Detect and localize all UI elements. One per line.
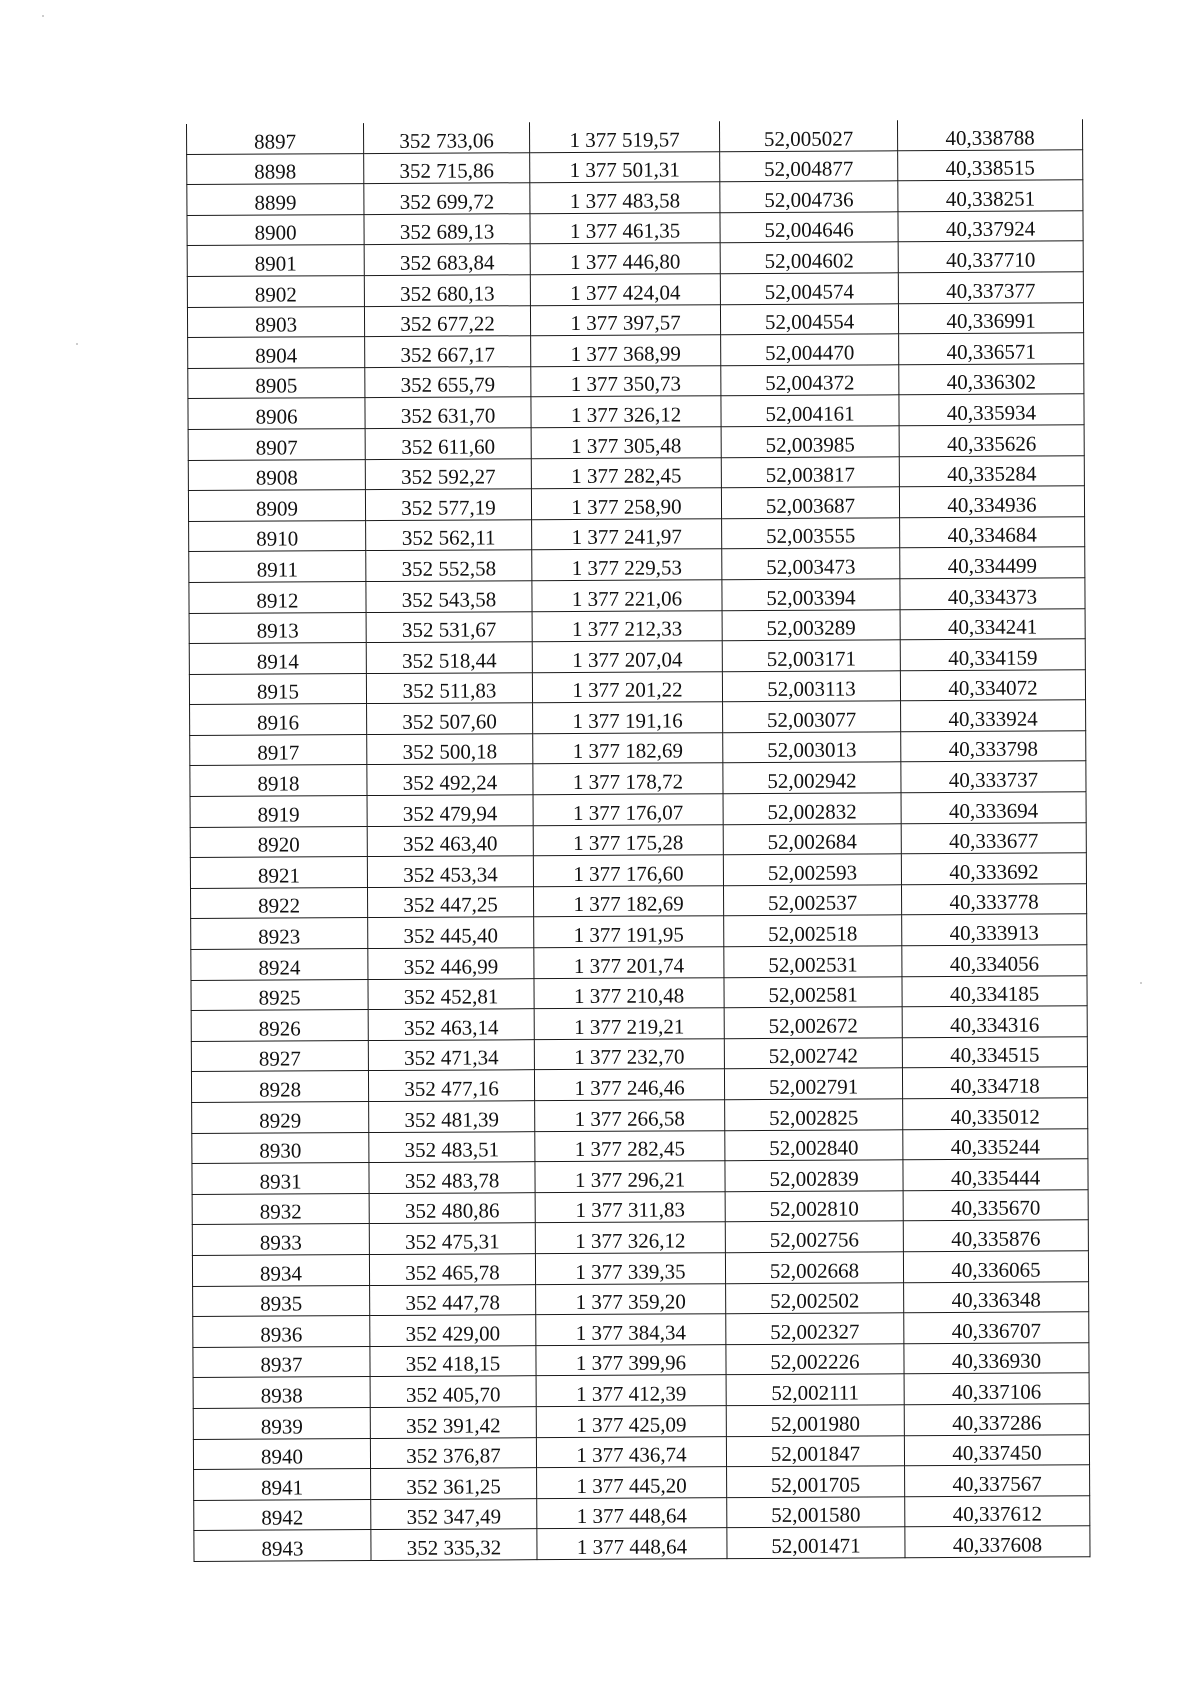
x-coordinate-cell: 352 611,60 [365, 428, 531, 459]
longitude-cell: 40,335444 [903, 1159, 1088, 1191]
point-number-cell: 8906 [188, 398, 365, 430]
table-row [189, 578, 1085, 613]
longitude-cell: 40,337612 [905, 1496, 1090, 1528]
table-row [190, 700, 1086, 735]
y-coordinate-cell: 1 377 229,53 [532, 549, 722, 581]
point-number-cell: 8904 [188, 337, 365, 369]
longitude-cell: 40,335670 [903, 1190, 1088, 1222]
table-row [192, 1159, 1088, 1194]
point-number-cell: 8942 [194, 1499, 371, 1531]
longitude-cell: 40,337924 [898, 211, 1083, 243]
x-coordinate-cell: 352 446,99 [368, 948, 534, 979]
latitude-cell: 52,002518 [724, 915, 902, 947]
latitude-cell: 52,002942 [723, 762, 901, 794]
longitude-cell: 40,337106 [904, 1373, 1089, 1405]
x-coordinate-cell: 352 475,31 [369, 1223, 535, 1254]
x-coordinate-cell: 352 631,70 [365, 397, 531, 428]
scan-speck [1140, 982, 1142, 984]
y-coordinate-cell: 1 377 339,35 [535, 1253, 725, 1285]
longitude-cell: 40,335934 [899, 394, 1084, 426]
y-coordinate-cell: 1 377 399,96 [536, 1344, 726, 1376]
longitude-cell: 40,335626 [899, 425, 1084, 457]
point-number-cell: 8932 [192, 1193, 369, 1225]
point-number-cell: 8938 [193, 1377, 370, 1409]
x-coordinate-cell: 352 477,16 [368, 1070, 534, 1101]
y-coordinate-cell: 1 377 384,34 [536, 1314, 726, 1346]
x-coordinate-cell: 352 655,79 [365, 366, 531, 397]
point-number-cell: 8943 [194, 1530, 371, 1562]
table-row [194, 1496, 1090, 1531]
y-coordinate-cell: 1 377 232,70 [534, 1039, 724, 1071]
y-coordinate-cell: 1 377 241,97 [532, 518, 722, 550]
x-coordinate-cell: 352 481,39 [369, 1101, 535, 1132]
table-row [187, 241, 1083, 276]
scan-speck [76, 343, 78, 345]
y-coordinate-cell: 1 377 446,80 [530, 243, 720, 275]
point-number-cell: 8934 [192, 1255, 369, 1287]
y-coordinate-cell: 1 377 519,57 [529, 121, 719, 152]
x-coordinate-cell: 352 347,49 [371, 1498, 537, 1529]
longitude-cell: 40,333694 [901, 792, 1086, 824]
y-coordinate-cell: 1 377 448,64 [537, 1497, 727, 1529]
longitude-cell: 40,334718 [902, 1067, 1087, 1099]
x-coordinate-cell: 352 445,40 [368, 917, 534, 948]
table-row [187, 180, 1083, 215]
table-row [188, 486, 1084, 521]
y-coordinate-cell: 1 377 311,83 [535, 1191, 725, 1223]
point-number-cell: 8935 [193, 1285, 370, 1317]
latitude-cell: 52,002668 [725, 1252, 903, 1284]
table-row [190, 822, 1086, 857]
point-number-cell: 8916 [190, 704, 367, 736]
longitude-cell: 40,337567 [905, 1465, 1090, 1497]
point-number-cell: 8930 [192, 1132, 369, 1164]
table-row [194, 1526, 1090, 1561]
point-number-cell: 8917 [190, 734, 367, 766]
table-row [189, 608, 1085, 643]
x-coordinate-cell: 352 418,15 [370, 1345, 536, 1376]
latitude-cell: 52,003394 [722, 579, 900, 611]
longitude-cell: 40,338515 [898, 149, 1083, 181]
table-row [191, 1006, 1087, 1041]
latitude-cell: 52,004602 [720, 242, 898, 274]
y-coordinate-cell: 1 377 425,09 [536, 1406, 726, 1438]
latitude-cell: 52,003171 [722, 640, 900, 672]
longitude-cell: 40,335284 [899, 455, 1084, 487]
y-coordinate-cell: 1 377 178,72 [533, 763, 723, 795]
point-number-cell: 8922 [191, 887, 368, 919]
latitude-cell: 52,001847 [726, 1435, 904, 1467]
latitude-cell: 52,002581 [724, 976, 902, 1008]
point-number-cell: 8933 [192, 1224, 369, 1256]
y-coordinate-cell: 1 377 258,90 [531, 488, 721, 520]
latitude-cell: 52,003985 [721, 426, 899, 458]
x-coordinate-cell: 352 562,11 [366, 519, 532, 550]
y-coordinate-cell: 1 377 326,12 [535, 1222, 725, 1254]
y-coordinate-cell: 1 377 221,06 [532, 580, 722, 612]
y-coordinate-cell: 1 377 282,45 [531, 457, 721, 489]
point-number-cell: 8915 [189, 673, 366, 705]
point-number-cell: 8923 [191, 918, 368, 950]
point-number-cell: 8908 [188, 459, 365, 491]
y-coordinate-cell: 1 377 201,74 [534, 947, 724, 979]
point-number-cell: 8940 [193, 1438, 370, 1470]
table-row [191, 975, 1087, 1010]
y-coordinate-cell: 1 377 246,46 [534, 1069, 724, 1101]
y-coordinate-cell: 1 377 368,99 [531, 335, 721, 367]
longitude-cell: 40,335012 [903, 1098, 1088, 1130]
x-coordinate-cell: 352 689,13 [364, 213, 530, 244]
latitude-cell: 52,003473 [722, 548, 900, 580]
y-coordinate-cell: 1 377 266,58 [535, 1100, 725, 1132]
point-number-cell: 8929 [192, 1102, 369, 1134]
latitude-cell: 52,002226 [726, 1344, 904, 1376]
point-number-cell: 8927 [191, 1040, 368, 1072]
x-coordinate-cell: 352 471,34 [368, 1040, 534, 1071]
latitude-cell: 52,002593 [723, 854, 901, 886]
table-row [190, 731, 1086, 766]
coordinates-table [186, 119, 1091, 1562]
point-number-cell: 8921 [190, 857, 367, 889]
x-coordinate-cell: 352 500,18 [367, 734, 533, 765]
latitude-cell: 52,005027 [719, 120, 897, 151]
table-row [187, 119, 1083, 154]
longitude-cell: 40,336302 [899, 364, 1084, 396]
y-coordinate-cell: 1 377 397,57 [530, 304, 720, 336]
x-coordinate-cell: 352 453,34 [367, 856, 533, 887]
latitude-cell: 52,002839 [725, 1160, 903, 1192]
table-row [190, 853, 1086, 888]
y-coordinate-cell: 1 377 182,69 [533, 886, 723, 918]
x-coordinate-cell: 352 483,78 [369, 1162, 535, 1193]
table-row [193, 1312, 1089, 1347]
x-coordinate-cell: 352 699,72 [364, 183, 530, 214]
table-row [189, 669, 1085, 704]
y-coordinate-cell: 1 377 191,16 [533, 702, 723, 734]
y-coordinate-cell: 1 377 483,58 [530, 182, 720, 214]
longitude-cell: 40,333798 [901, 731, 1086, 763]
table-row [190, 792, 1086, 827]
table-row [194, 1465, 1090, 1500]
longitude-cell: 40,334241 [900, 608, 1085, 640]
table-row [193, 1434, 1089, 1469]
latitude-cell: 52,004372 [721, 365, 899, 397]
x-coordinate-cell: 352 680,13 [364, 275, 530, 306]
y-coordinate-cell: 1 377 461,35 [530, 212, 720, 244]
longitude-cell: 40,333737 [901, 761, 1086, 793]
x-coordinate-cell: 352 715,86 [364, 152, 530, 183]
point-number-cell: 8901 [187, 245, 364, 277]
y-coordinate-cell: 1 377 436,74 [536, 1436, 726, 1468]
x-coordinate-cell: 352 463,40 [367, 825, 533, 856]
y-coordinate-cell: 1 377 175,28 [533, 824, 723, 856]
x-coordinate-cell: 352 531,67 [366, 611, 532, 642]
latitude-cell: 52,004554 [720, 303, 898, 335]
scan-speck [42, 15, 44, 17]
table-row [192, 1098, 1088, 1133]
latitude-cell: 52,003555 [722, 517, 900, 549]
latitude-cell: 52,002684 [723, 823, 901, 855]
x-coordinate-cell: 352 376,87 [370, 1437, 536, 1468]
x-coordinate-cell: 352 667,17 [365, 336, 531, 367]
coordinates-table-body [187, 119, 1091, 1561]
y-coordinate-cell: 1 377 326,12 [531, 396, 721, 428]
table-row [193, 1343, 1089, 1378]
latitude-cell: 52,004877 [720, 150, 898, 182]
x-coordinate-cell: 352 511,83 [366, 672, 532, 703]
table-row [188, 394, 1084, 429]
latitude-cell: 52,002756 [725, 1221, 903, 1253]
longitude-cell: 40,333692 [901, 853, 1086, 885]
latitude-cell: 52,001580 [727, 1496, 905, 1528]
x-coordinate-cell: 352 507,60 [367, 703, 533, 734]
table-row [192, 1251, 1088, 1286]
longitude-cell: 40,334159 [900, 639, 1085, 671]
table-row [191, 914, 1087, 949]
point-number-cell: 8939 [193, 1407, 370, 1439]
longitude-cell: 40,334499 [900, 547, 1085, 579]
x-coordinate-cell: 352 543,58 [366, 581, 532, 612]
latitude-cell: 52,003817 [721, 456, 899, 488]
y-coordinate-cell: 1 377 176,07 [533, 794, 723, 826]
y-coordinate-cell: 1 377 207,04 [532, 641, 722, 673]
point-number-cell: 8918 [190, 765, 367, 797]
point-number-cell: 8907 [188, 429, 365, 461]
longitude-cell: 40,337710 [898, 241, 1083, 273]
point-number-cell: 8903 [187, 306, 364, 338]
latitude-cell: 52,002531 [724, 946, 902, 978]
point-number-cell: 8900 [187, 214, 364, 246]
x-coordinate-cell: 352 577,19 [365, 489, 531, 520]
latitude-cell: 52,002791 [724, 1068, 902, 1100]
latitude-cell: 52,003113 [722, 670, 900, 702]
longitude-cell: 40,334373 [900, 578, 1085, 610]
latitude-cell: 52,002327 [726, 1313, 904, 1345]
latitude-cell: 52,002537 [723, 885, 901, 917]
point-number-cell: 8897 [187, 123, 364, 154]
latitude-cell: 52,003077 [723, 701, 901, 733]
table-row [193, 1281, 1089, 1316]
latitude-cell: 52,002672 [724, 1007, 902, 1039]
x-coordinate-cell: 352 733,06 [363, 122, 529, 153]
y-coordinate-cell: 1 377 448,64 [537, 1528, 727, 1560]
longitude-cell: 40,334936 [899, 486, 1084, 518]
x-coordinate-cell: 352 405,70 [370, 1376, 536, 1407]
point-number-cell: 8909 [188, 490, 365, 522]
y-coordinate-cell: 1 377 282,45 [535, 1130, 725, 1162]
table-row [189, 547, 1085, 582]
latitude-cell: 52,002111 [726, 1374, 904, 1406]
y-coordinate-cell: 1 377 296,21 [535, 1161, 725, 1193]
longitude-cell: 40,336707 [904, 1312, 1089, 1344]
point-number-cell: 8899 [187, 184, 364, 216]
x-coordinate-cell: 352 361,25 [371, 1468, 537, 1499]
x-coordinate-cell: 352 465,78 [369, 1254, 535, 1285]
point-number-cell: 8941 [194, 1469, 371, 1501]
longitude-cell: 40,334515 [902, 1037, 1087, 1069]
latitude-cell: 52,002810 [725, 1191, 903, 1223]
longitude-cell: 40,337377 [898, 272, 1083, 304]
table-row [192, 1220, 1088, 1255]
longitude-cell: 40,333913 [902, 914, 1087, 946]
table-row [188, 455, 1084, 490]
latitude-cell: 52,002502 [726, 1282, 904, 1314]
longitude-cell: 40,337608 [905, 1526, 1090, 1558]
table-row [192, 1128, 1088, 1163]
longitude-cell: 40,334684 [900, 517, 1085, 549]
point-number-cell: 8931 [192, 1163, 369, 1195]
y-coordinate-cell: 1 377 412,39 [536, 1375, 726, 1407]
point-number-cell: 8926 [191, 1010, 368, 1042]
longitude-cell: 40,334072 [900, 669, 1085, 701]
x-coordinate-cell: 352 480,86 [369, 1192, 535, 1223]
longitude-cell: 40,336571 [899, 333, 1084, 365]
x-coordinate-cell: 352 391,42 [370, 1407, 536, 1438]
longitude-cell: 40,336065 [903, 1251, 1088, 1283]
longitude-cell: 40,336991 [898, 302, 1083, 334]
point-number-cell: 8924 [191, 949, 368, 981]
point-number-cell: 8914 [189, 643, 366, 675]
table-row [188, 425, 1084, 460]
table-row [190, 761, 1086, 796]
longitude-cell: 40,336348 [904, 1281, 1089, 1313]
table-row [191, 1037, 1087, 1072]
x-coordinate-cell: 352 552,58 [366, 550, 532, 581]
latitude-cell: 52,001980 [726, 1405, 904, 1437]
x-coordinate-cell: 352 335,32 [371, 1529, 537, 1560]
longitude-cell: 40,336930 [904, 1343, 1089, 1375]
longitude-cell: 40,333924 [901, 700, 1086, 732]
point-number-cell: 8902 [187, 276, 364, 308]
longitude-cell: 40,333677 [901, 822, 1086, 854]
x-coordinate-cell: 352 463,14 [368, 1009, 534, 1040]
y-coordinate-cell: 1 377 219,21 [534, 1008, 724, 1040]
table-row [189, 517, 1085, 552]
longitude-cell: 40,333778 [901, 884, 1086, 916]
table-row [187, 211, 1083, 246]
y-coordinate-cell: 1 377 182,69 [533, 733, 723, 765]
latitude-cell: 52,002742 [724, 1038, 902, 1070]
y-coordinate-cell: 1 377 212,33 [532, 610, 722, 642]
table-row [187, 149, 1083, 184]
point-number-cell: 8936 [193, 1316, 370, 1348]
point-number-cell: 8911 [189, 551, 366, 583]
point-number-cell: 8937 [193, 1346, 370, 1378]
y-coordinate-cell: 1 377 359,20 [536, 1283, 726, 1315]
point-number-cell: 8920 [190, 826, 367, 858]
latitude-cell: 52,004736 [720, 181, 898, 213]
x-coordinate-cell: 352 452,81 [368, 978, 534, 1009]
table-row [188, 333, 1084, 368]
x-coordinate-cell: 352 683,84 [364, 244, 530, 275]
latitude-cell: 52,002832 [723, 793, 901, 825]
point-number-cell: 8919 [190, 796, 367, 828]
longitude-cell: 40,334316 [902, 1006, 1087, 1038]
point-number-cell: 8913 [189, 612, 366, 644]
y-coordinate-cell: 1 377 350,73 [531, 365, 721, 397]
point-number-cell: 8910 [189, 520, 366, 552]
table-row [191, 884, 1087, 919]
latitude-cell: 52,004470 [721, 334, 899, 366]
table-row [193, 1404, 1089, 1439]
table-row [191, 1067, 1087, 1102]
x-coordinate-cell: 352 447,78 [370, 1284, 536, 1315]
y-coordinate-cell: 1 377 445,20 [537, 1467, 727, 1499]
y-coordinate-cell: 1 377 424,04 [530, 274, 720, 306]
latitude-cell: 52,004646 [720, 212, 898, 244]
y-coordinate-cell: 1 377 210,48 [534, 977, 724, 1009]
longitude-cell: 40,334056 [902, 945, 1087, 977]
longitude-cell: 40,334185 [902, 975, 1087, 1007]
x-coordinate-cell: 352 492,24 [367, 764, 533, 795]
x-coordinate-cell: 352 447,25 [367, 887, 533, 918]
y-coordinate-cell: 1 377 176,60 [533, 855, 723, 887]
table-row [189, 639, 1085, 674]
latitude-cell: 52,002825 [725, 1099, 903, 1131]
latitude-cell: 52,003687 [721, 487, 899, 519]
table-row [193, 1373, 1089, 1408]
x-coordinate-cell: 352 429,00 [370, 1315, 536, 1346]
longitude-cell: 40,337450 [904, 1434, 1089, 1466]
table-row [192, 1190, 1088, 1225]
point-number-cell: 8898 [187, 153, 364, 185]
x-coordinate-cell: 352 518,44 [366, 642, 532, 673]
longitude-cell: 40,338251 [898, 180, 1083, 212]
y-coordinate-cell: 1 377 191,95 [534, 916, 724, 948]
table-row [191, 945, 1087, 980]
longitude-cell: 40,337286 [904, 1404, 1089, 1436]
latitude-cell: 52,003289 [722, 609, 900, 641]
longitude-cell: 40,335244 [903, 1128, 1088, 1160]
table-row [187, 302, 1083, 337]
latitude-cell: 52,001705 [727, 1466, 905, 1498]
latitude-cell: 52,004161 [721, 395, 899, 427]
latitude-cell: 52,002840 [725, 1129, 903, 1161]
point-number-cell: 8928 [191, 1071, 368, 1103]
longitude-cell: 40,335876 [903, 1220, 1088, 1252]
table-row [188, 364, 1084, 399]
y-coordinate-cell: 1 377 201,22 [532, 671, 722, 703]
y-coordinate-cell: 1 377 305,48 [531, 427, 721, 459]
x-coordinate-cell: 352 479,94 [367, 795, 533, 826]
x-coordinate-cell: 352 483,51 [369, 1131, 535, 1162]
y-coordinate-cell: 1 377 501,31 [530, 151, 720, 183]
point-number-cell: 8912 [189, 581, 366, 613]
point-number-cell: 8925 [191, 979, 368, 1011]
x-coordinate-cell: 352 677,22 [364, 305, 530, 336]
point-number-cell: 8905 [188, 367, 365, 399]
latitude-cell: 52,001471 [727, 1527, 905, 1559]
longitude-cell: 40,338788 [897, 119, 1082, 150]
latitude-cell: 52,004574 [720, 273, 898, 305]
x-coordinate-cell: 352 592,27 [365, 458, 531, 489]
table-row [187, 272, 1083, 307]
latitude-cell: 52,003013 [723, 732, 901, 764]
